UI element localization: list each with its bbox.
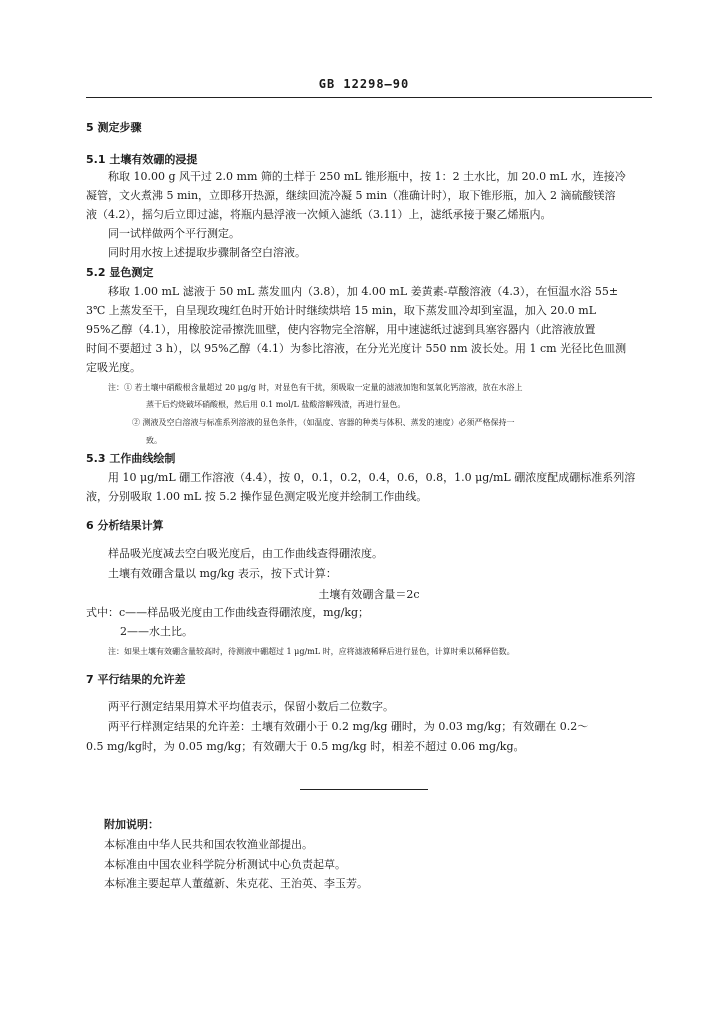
header-rule xyxy=(86,97,652,98)
paragraph-line: 两平行测定结果用算术平均值表示，保留小数后二位数字。 xyxy=(108,700,394,713)
formula-where-line: 式中：c——样品吸光度由工作曲线查得硼浓度，mg/kg； xyxy=(86,606,370,619)
separator-rule xyxy=(300,789,428,790)
paragraph-line: 两平行样测定结果的允许差：土壤有效硼小于 0.2 mg/kg 硼时，为 0.03 mg/kg；有效硼在 0.2～ xyxy=(108,720,589,733)
formula: 土壤有效硼含量＝2c xyxy=(318,588,420,601)
appendix-title: 附加说明： xyxy=(104,818,159,831)
section-5-2-heading: 5.2 显色测定 xyxy=(86,266,154,279)
paragraph-line: 0.5 mg/kg时，为 0.05 mg/kg；有效硼大于 0.5 mg/kg 时，相差不超过 0.06 mg/kg。 xyxy=(86,740,525,753)
appendix-line: 本标准主要起草人董蕴新、朱克花、王治英、李玉芳。 xyxy=(104,877,368,890)
paragraph-line: 同时用水按上述提取步骤制备空白溶液。 xyxy=(108,246,306,259)
paragraph-line: 3℃ 上蒸发至干，自呈现玫瑰红色时开始计时继续烘培 15 min，取下蒸发皿冷却到室温，加入 20.0 mL xyxy=(86,304,597,317)
note-line: ② 测液及空白溶液与标准系列溶液的显色条件，（如温度、容器的种类与体积、蒸发的速度）必须严格保持一 xyxy=(132,418,515,427)
note-line: 致。 xyxy=(146,436,162,445)
paragraph-line: 土壤有效硼含量以 mg/kg 表示，按下式计算： xyxy=(108,567,337,580)
paragraph-line: 移取 1.00 mL 滤液于 50 mL 蒸发皿内（3.8），加 4.00 mL 姜黄素-草酸溶液（4.3），在恒温水浴 55± xyxy=(108,285,619,298)
paragraph-line: 液，分别吸取 1.00 mL 按 5.2 操作显色测定吸光度并绘制工作曲线。 xyxy=(86,490,428,503)
section-5-title: 5 测定步骤 xyxy=(86,121,142,134)
appendix-line: 本标准由中国农业科学院分析测试中心负责起草。 xyxy=(104,858,346,871)
paragraph-line: 定吸光度。 xyxy=(86,361,141,374)
paragraph-line: 时间不要超过 3 h），以 95%乙醇（4.1）为参比溶液，在分光光度计 550 nm 波长处。用 1 cm 光径比色皿测 xyxy=(86,342,627,355)
paragraph-line: 液（4.2），摇匀后立即过滤，将瓶内悬浮液一次倾入滤纸（3.11）上，滤纸承接于聚乙烯瓶内。 xyxy=(86,208,552,221)
note-line: 注：① 若土壤中硝酸根含量超过 20 μg/g 时，对显色有干扰，须吸取一定量的滤液加饱和氢氧化钙溶液，放在水浴上 xyxy=(108,383,523,392)
paragraph-line: 称取 10.00 g 风干过 2.0 mm 筛的土样于 250 mL 锥形瓶中，按 1：2 土水比，加 20.0 mL 水，连接冷 xyxy=(108,170,626,183)
note-line: 注：如果土壤有效硼含量较高时，待测液中硼超过 1 μg/mL 时，应将滤液稀释后进行显色，计算时乘以稀释倍数。 xyxy=(108,647,515,656)
paragraph-line: 同一试样做两个平行测定。 xyxy=(108,227,240,240)
paragraph-line: 凝管，文火煮沸 5 min，立即移开热源，继续回流冷凝 5 min（准确计时），取下锥形瓶，加入 2 滴硫酸镁溶 xyxy=(86,189,616,202)
section-5-3-heading: 5.3 工作曲线绘制 xyxy=(86,452,176,465)
paragraph-line: 样品吸光度减去空白吸光度后，由工作曲线查得硼浓度。 xyxy=(108,547,383,560)
section-7-title: 7 平行结果的允许差 xyxy=(86,673,186,686)
section-5-1-heading: 5.1 土壤有效硼的浸提 xyxy=(86,153,198,166)
paragraph-line: 95%乙醇（4.1），用橡胶淀帚擦洗皿壁，使内容物完全溶解，用中速滤纸过滤到具塞容器内（此溶液放置 xyxy=(86,323,596,336)
section-6-title: 6 分析结果计算 xyxy=(86,519,164,532)
note-line: 蒸干后灼烧破坏硝酸根，然后用 0.1 mol/L 盐酸溶解残渣，再进行显色。 xyxy=(146,400,406,409)
formula-where-line: 2——水土比。 xyxy=(120,625,193,638)
appendix-line: 本标准由中华人民共和国农牧渔业部提出。 xyxy=(104,838,313,851)
standard-code-header: GB 12298—90 xyxy=(318,77,410,91)
paragraph-line: 用 10 μg/mL 硼工作溶液（4.4），按 0，0.1，0.2，0.4，0.6，0.8，1.0 μg/mL 硼浓度配成硼标准系列溶 xyxy=(108,471,636,484)
